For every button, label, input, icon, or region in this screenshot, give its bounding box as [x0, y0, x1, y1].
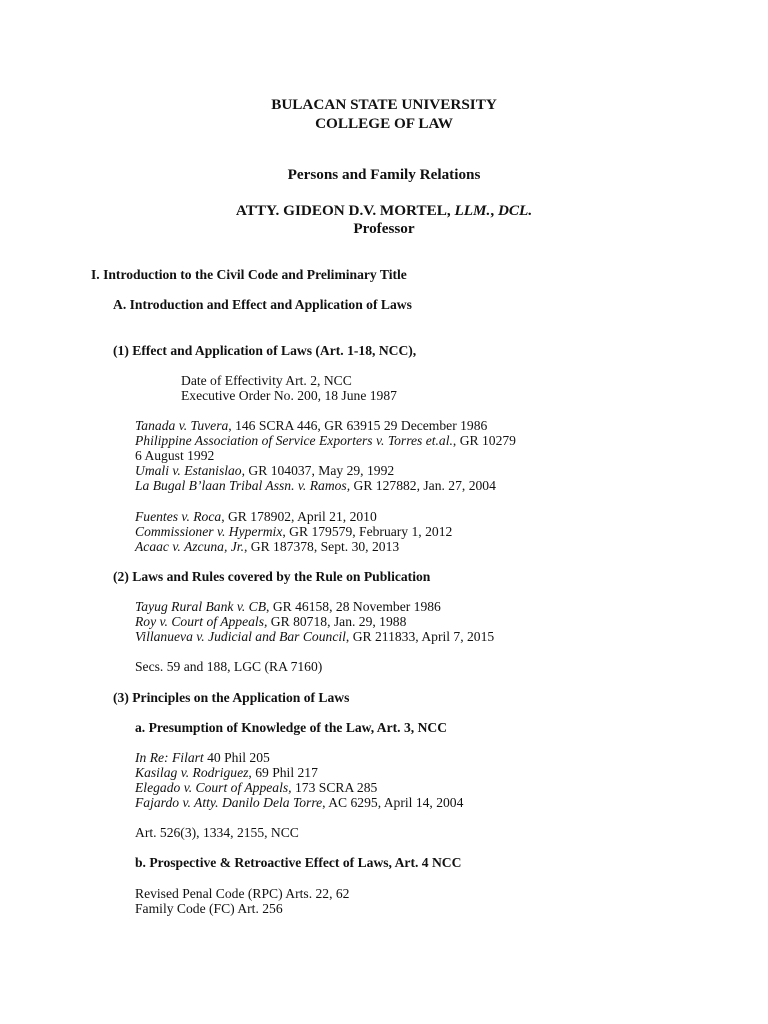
case-reference: , GR 187378, Sept. 30, 2013 — [243, 539, 400, 554]
case-name: Roy v. Court of Appeals, — [135, 614, 268, 629]
case-name: Villanueva v. Judicial and Bar Council — [135, 629, 346, 644]
case-name: Commissioner v. Hypermix — [135, 524, 283, 539]
case-name: In Re: Filart — [135, 750, 204, 765]
case-name: Kasilag v. Rodriguez — [135, 765, 249, 780]
subsection-2-heading: (2) Laws and Rules covered by the Rule on Publication — [113, 569, 431, 584]
case-citation — [135, 795, 463, 811]
case-name: Fajardo v. Atty. Danilo Dela Torre — [135, 795, 323, 810]
case-reference: , GR 178902, April 21, 2010 — [221, 509, 377, 524]
case-name: Umali v. Estanislao — [135, 463, 242, 478]
case-reference: GR 127882, Jan. 27, 2004 — [350, 478, 496, 493]
case-reference: , GR 179579, February 1, 2012 — [282, 524, 453, 539]
university-name: BULACAN STATE UNIVERSITY — [271, 96, 497, 113]
case-citation — [135, 629, 494, 645]
professor-line — [0, 203, 768, 219]
case-reference: , GR 46158, 28 November 1986 — [266, 599, 441, 614]
case-reference: , 146 SCRA 446, GR 63915 29 December 1986 — [228, 418, 488, 433]
case-name: Fuentes v. Roca — [135, 509, 222, 524]
case-citation — [135, 614, 406, 630]
case-name: Philippine Association of Service Exporters v. Torres et.al. — [135, 433, 453, 448]
case-name: Elegado v. Court of Appeals, — [135, 780, 292, 795]
case-name: Acaac v. Azcuna, Jr. — [135, 539, 244, 554]
case-citation — [135, 780, 377, 796]
subsection-3a-heading: a. Presumption of Knowledge of the Law, Art. 3, NCC — [135, 720, 448, 735]
case-citation — [135, 433, 516, 449]
subsection-3-heading: (3) Principles on the Application of Laws — [113, 690, 350, 705]
professor-name: ATTY. GIDEON D.V. MORTEL, — [235, 202, 455, 219]
course-title: Persons and Family Relations — [287, 166, 481, 183]
note-line: Art. 526(3), 1334, 2155, NCC — [135, 825, 299, 840]
case-citation — [135, 765, 318, 781]
college-name: COLLEGE OF LAW — [315, 115, 453, 132]
case-reference: 6 August 1992 — [135, 448, 215, 463]
section-a-heading: A. Introduction and Effect and Application of Laws — [113, 297, 412, 312]
case-reference: GR 80718, Jan. 29, 1988 — [267, 614, 407, 629]
case-citation — [135, 524, 452, 540]
note-line: Family Code (FC) Art. 256 — [135, 901, 283, 916]
case-name: Tanada v. Tuvera — [135, 418, 229, 433]
case-reference: , 69 Phil 217 — [248, 765, 318, 780]
case-reference: , GR 104037, May 29, 1992 — [241, 463, 395, 478]
case-citation — [135, 463, 394, 479]
subsection-3b-heading: b. Prospective & Retroactive Effect of Laws, Art. 4 NCC — [135, 855, 462, 870]
note-line: Executive Order No. 200, 18 June 1987 — [181, 388, 397, 403]
case-reference: , AC 6295, April 14, 2004 — [322, 795, 464, 810]
case-citation — [135, 750, 270, 766]
degree-separator: , — [490, 202, 498, 219]
case-citation — [135, 509, 377, 525]
subsection-1-heading: (1) Effect and Application of Laws (Art. 1-18, NCC), — [113, 343, 417, 358]
case-name: Tayug Rural Bank v. CB — [135, 599, 267, 614]
case-reference: , GR 10279 — [452, 433, 516, 448]
case-citation — [135, 599, 441, 615]
case-citation — [135, 478, 496, 494]
case-citation — [135, 418, 487, 434]
case-citation — [135, 539, 399, 555]
case-reference: , GR 211833, April 7, 2015 — [345, 629, 495, 644]
case-reference: 173 SCRA 285 — [291, 780, 378, 795]
degree-llm: LLM. — [454, 202, 491, 219]
note-line: Secs. 59 and 188, LGC (RA 7160) — [135, 659, 323, 674]
part-heading: I. Introduction to the Civil Code and Preliminary Title — [91, 267, 407, 282]
note-line: Revised Penal Code (RPC) Arts. 22, 62 — [135, 886, 350, 901]
degree-dcl: DCL. — [497, 202, 533, 219]
case-citation — [135, 448, 214, 464]
case-name: La Bugal B’laan Tribal Assn. v. Ramos, — [135, 478, 351, 493]
professor-title: Professor — [353, 220, 415, 237]
case-reference: 40 Phil 205 — [203, 750, 270, 765]
note-line: Date of Effectivity Art. 2, NCC — [181, 373, 352, 388]
